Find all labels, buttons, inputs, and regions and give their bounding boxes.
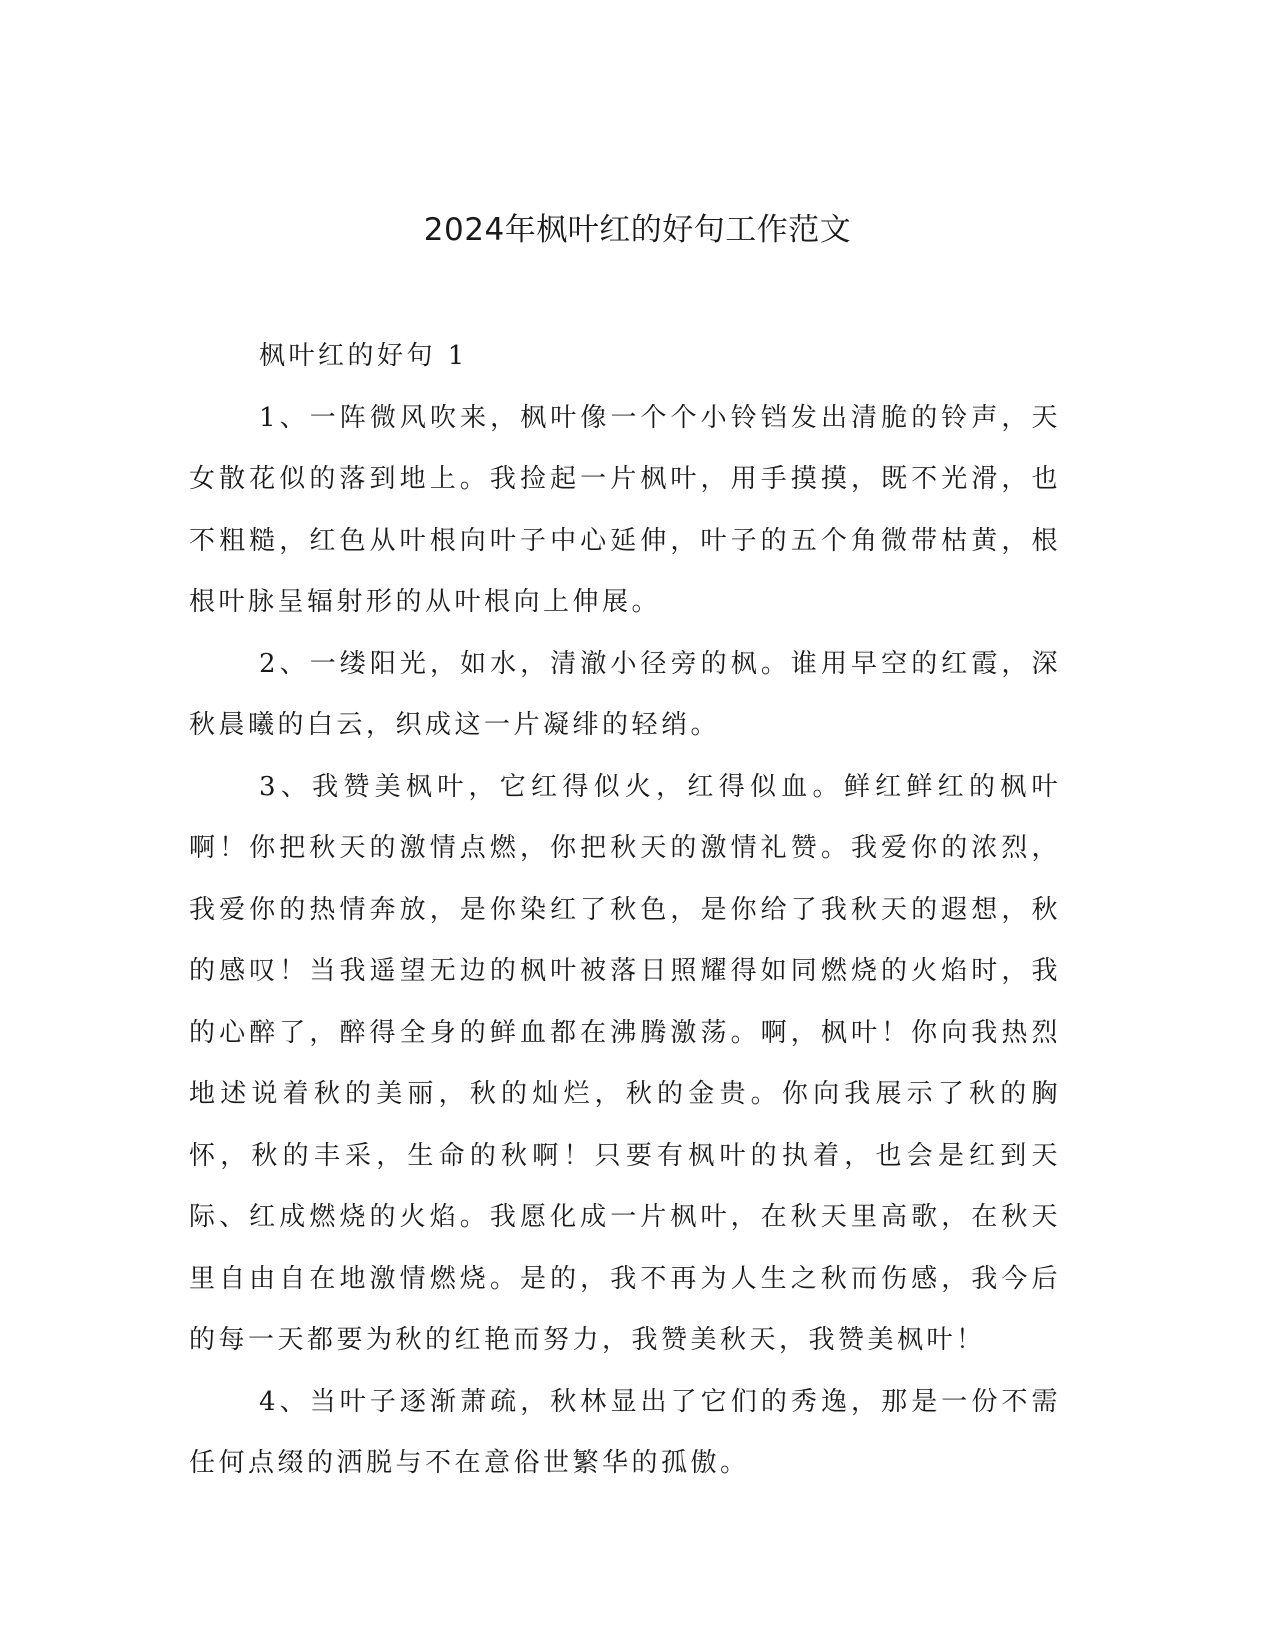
paragraph-3: 3、我赞美枫叶，它红得似火，红得似血。鲜红鲜红的枫叶啊！你把秋天的激情点燃，你把秋天的激情礼赞。我爱你的浓烈，我爱你的热情奔放，是你染红了秋色，是你给了我秋天的遐想，秋的感叹！当我遥望无边的枫叶被落日照耀得如同燃烧的火焰时，我的心醉了，醉得全身的鲜血都在沸腾激荡。啊，枫叶！你向我热烈地述说着秋的美丽，秋的灿烂，秋的金贵。你向我展示了秋的胸怀，秋的丰采，生命的秋啊！只要有枫叶的执着，也会是红到天际、红成燃烧的火焰。我愿化成一片枫叶，在秋天里高歌，在秋天里自由自在地激情燃烧。是的，我不再为人生之秋而伤感，我今后的每一天都要为秋的红艳而努力，我赞美秋天，我赞美枫叶！ [189, 771, 1061, 1355]
paragraph-2: 2、一缕阳光，如水，清澈小径旁的枫。谁用早空的红霞，深秋晨曦的白云，织成这一片凝绯的轻绡。 [189, 648, 1061, 740]
paragraph-1: 1、一阵微风吹来，枫叶像一个个小铃铛发出清脆的铃声，天女散花似的落到地上。我捡起一片枫叶，用手摸摸，既不光滑，也不粗糙，红色从叶根向叶子中心延伸，叶子的五个角微带枯黄，根根叶脉呈辐射形的从叶根向上伸展。 [189, 402, 1061, 617]
paragraph-4: 4、当叶子逐渐萧疏，秋林显出了它们的秀逸，那是一份不需任何点缀的洒脱与不在意俗世繁华的孤傲。 [189, 1386, 1061, 1478]
section-heading: 枫叶红的好句 1 [259, 341, 468, 371]
document-title: 2024年枫叶红的好句工作范文 [423, 212, 852, 248]
document-body [189, 326, 1061, 1495]
